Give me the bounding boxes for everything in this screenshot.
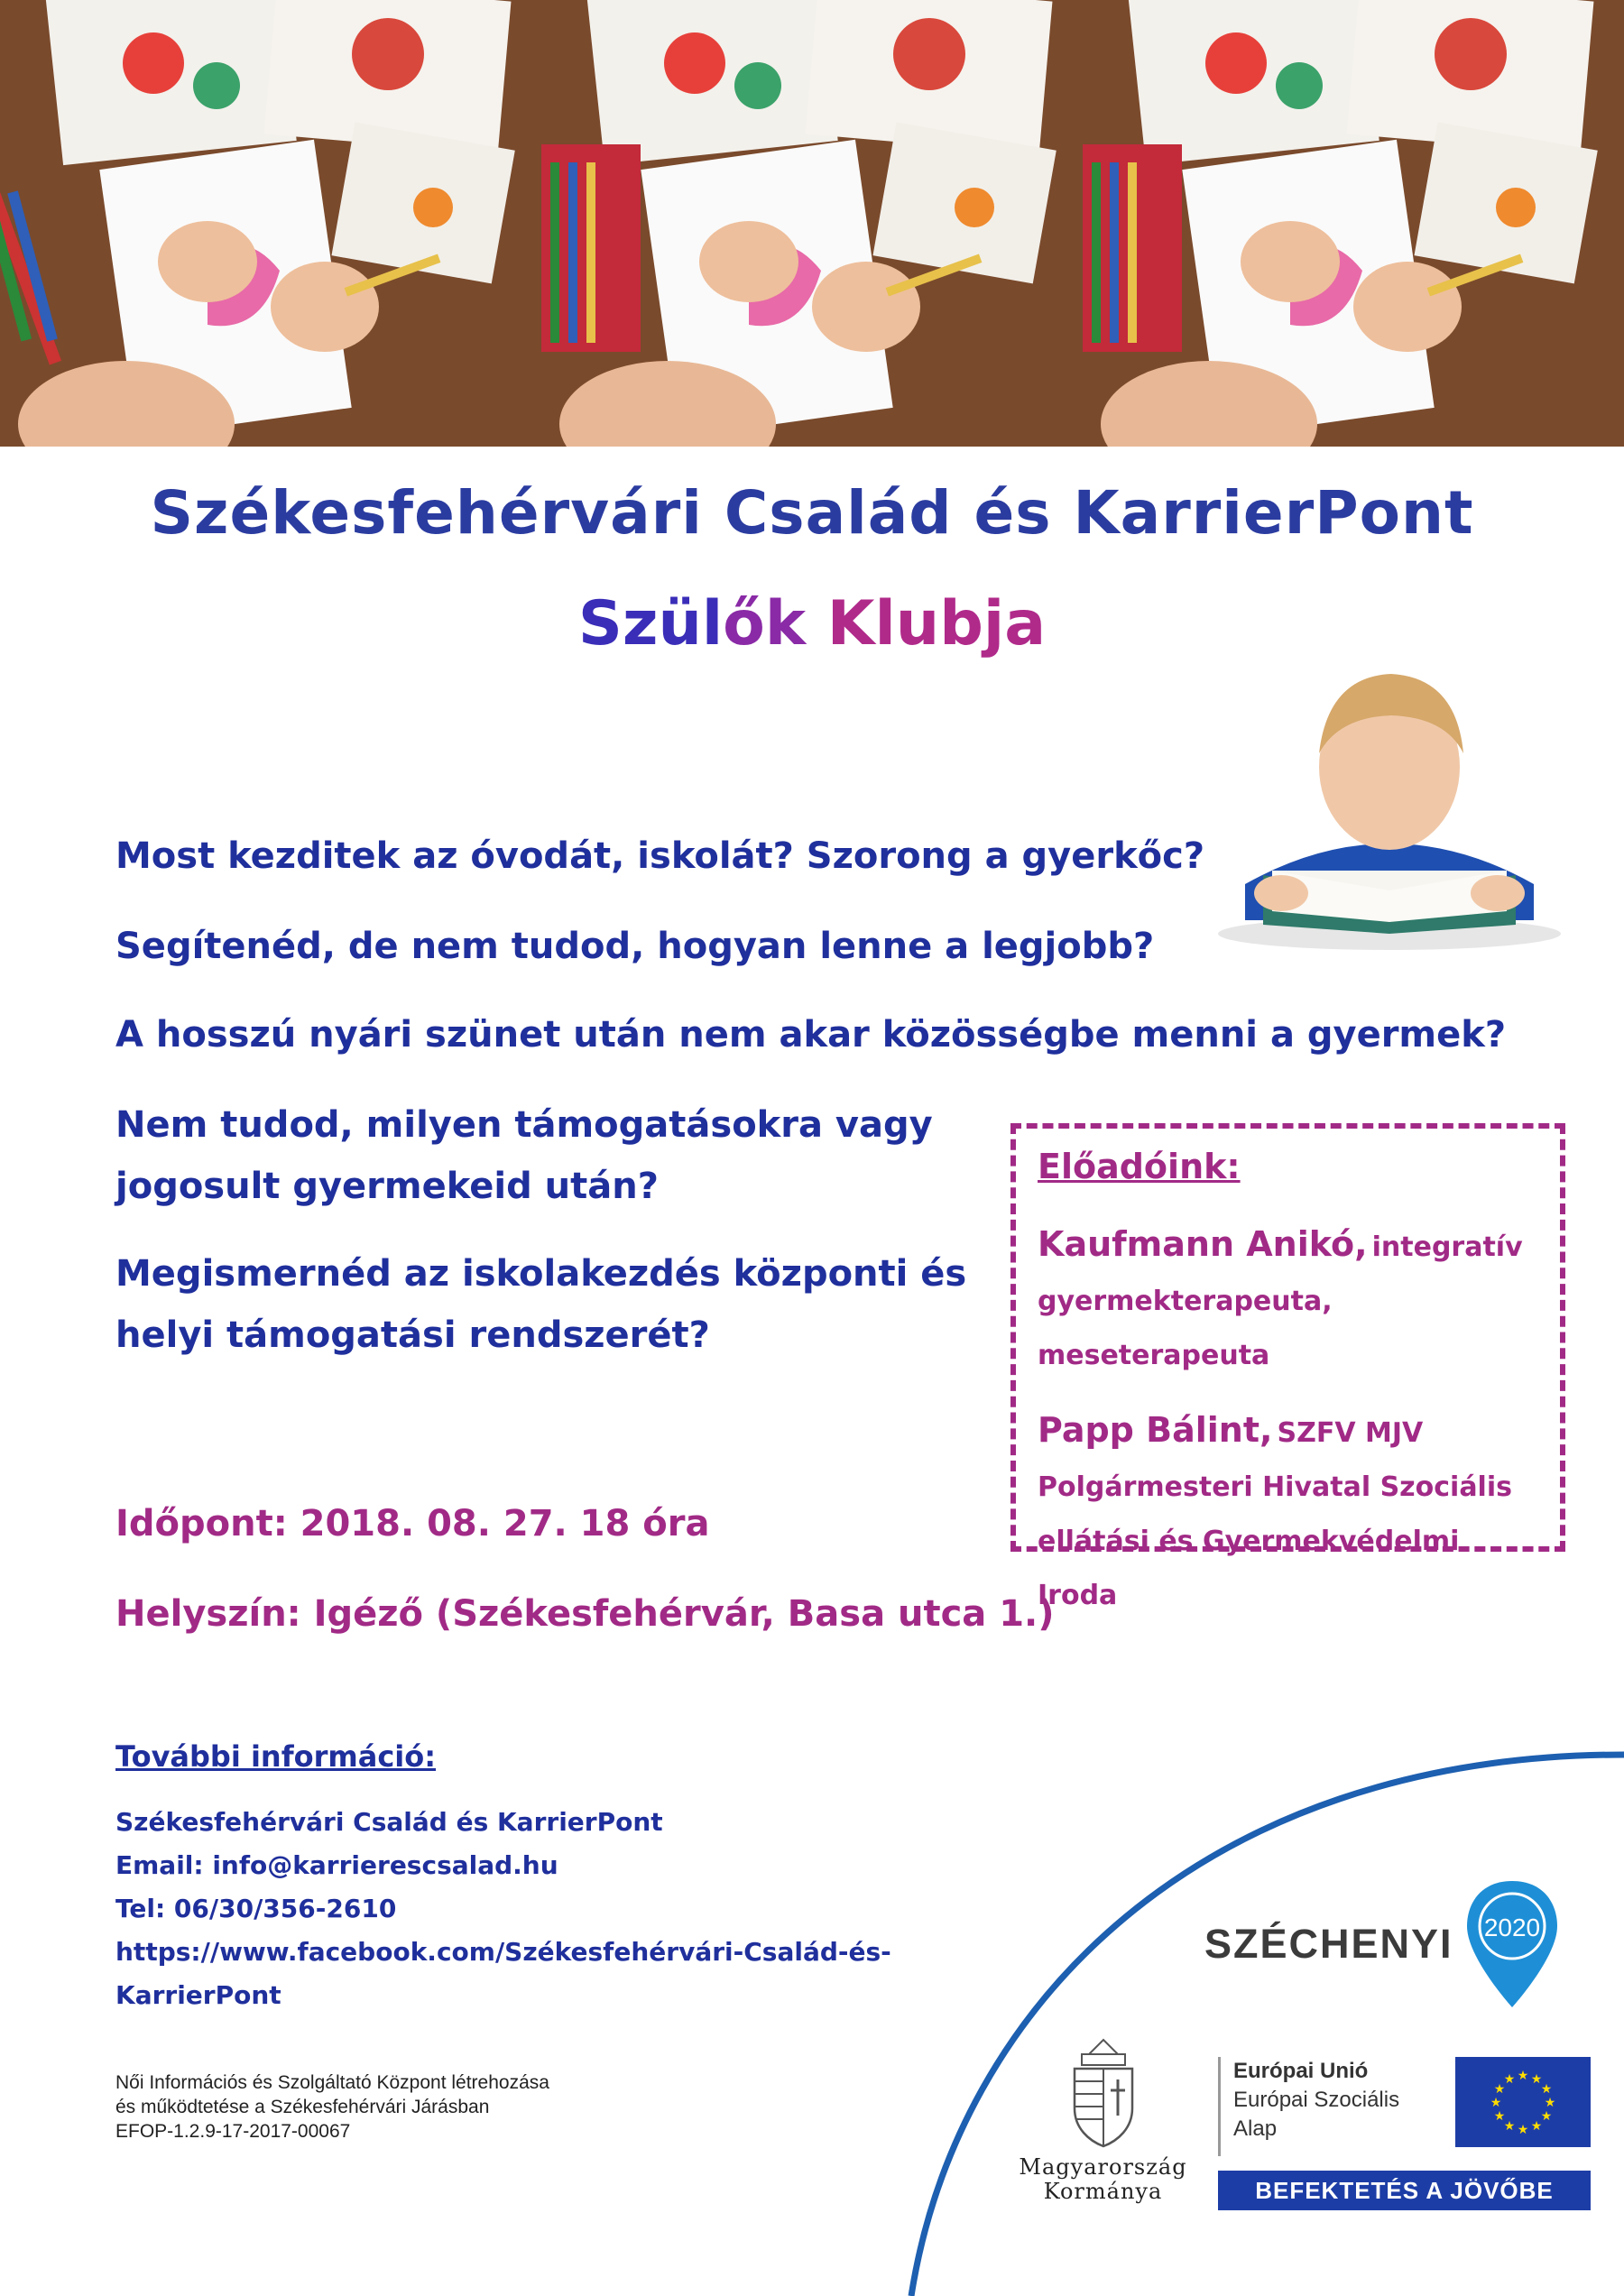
subtitle-part: Klubja xyxy=(826,588,1047,659)
svg-text:★: ★ xyxy=(1544,2096,1556,2110)
page-subtitle xyxy=(0,588,1624,659)
photo-banner xyxy=(0,0,1624,447)
location-pin-icon xyxy=(1463,1876,1562,2012)
szechenyi-text: SZÉCHENYI xyxy=(1204,1921,1453,1967)
szechenyi-year: 2020 xyxy=(1483,1913,1540,1941)
eu-line-3: Alap xyxy=(1233,2116,1278,2141)
svg-text:★: ★ xyxy=(1493,2109,1506,2124)
event-time: Időpont: 2018. 08. 27. 18 óra xyxy=(115,1503,710,1544)
question-1: Most kezditek az óvodát, iskolát? Szorong a gyerkőc? xyxy=(115,835,1205,877)
svg-text:★: ★ xyxy=(1517,2069,1529,2083)
eu-text xyxy=(1233,2057,1455,2144)
svg-text:★: ★ xyxy=(1503,2072,1516,2087)
svg-text:★: ★ xyxy=(1503,2119,1516,2134)
svg-text:★: ★ xyxy=(1490,2096,1502,2110)
fineprint-line: EFOP-1.2.9-17-2017-00067 xyxy=(115,2121,351,2142)
coloring-photo-2 xyxy=(541,0,1083,447)
page-title: Székesfehérvári Család és KarrierPont xyxy=(150,478,1474,548)
speaker-role: SZFV MJV Polgármesteri Hivatal Szociális ellátási és Gyermekvédelmi Iroda xyxy=(1038,1417,1512,1611)
contact-section xyxy=(115,1739,891,2017)
coat-of-arms-icon xyxy=(1062,2034,1145,2152)
contact-phone: Tel: 06/30/356-2610 xyxy=(115,1894,397,1923)
contact-facebook-link-cont[interactable]: KarrierPont xyxy=(115,1980,281,2010)
eu-flag-icon xyxy=(1455,2057,1591,2147)
svg-text:★: ★ xyxy=(1493,2082,1506,2097)
svg-text:★: ★ xyxy=(1540,2082,1553,2097)
eu-logo-block xyxy=(1218,2057,1591,2210)
eu-divider xyxy=(1218,2057,1221,2156)
speakers-heading: Előadóink: xyxy=(1038,1147,1241,1186)
coloring-illustration xyxy=(1083,0,1624,447)
boy-reading-image xyxy=(1209,668,1570,956)
project-fineprint xyxy=(115,2070,549,2144)
subtitle-part: Szül xyxy=(577,588,724,659)
eu-line-2: Európai Szociális xyxy=(1233,2088,1400,2112)
question-5: Megismernéd az iskolakezdés központi és helyi támogatási rendszerét? xyxy=(115,1253,967,1356)
coloring-photo-3 xyxy=(1083,0,1624,447)
svg-text:★: ★ xyxy=(1530,2072,1543,2087)
coloring-illustration xyxy=(541,0,1083,447)
government-logo xyxy=(1006,2034,1200,2204)
coloring-illustration xyxy=(0,0,541,447)
subtitle-part: ők xyxy=(723,588,827,659)
speaker-entry xyxy=(1038,1405,1538,1625)
eu-line-1: Európai Unió xyxy=(1233,2059,1369,2083)
speaker-entry xyxy=(1038,1219,1538,1385)
svg-text:★: ★ xyxy=(1517,2123,1529,2137)
svg-text:★: ★ xyxy=(1540,2109,1553,2124)
speaker-role: integratív gyermekterapeuta, meseterapeuta xyxy=(1038,1231,1523,1371)
question-4: Nem tudod, milyen támogatásokra vagy jogosult gyermekeid után? xyxy=(115,1104,933,1207)
szechenyi-2020-logo xyxy=(1204,1876,1562,2012)
contact-org: Székesfehérvári Család és KarrierPont xyxy=(115,1807,663,1837)
contact-email[interactable]: Email: info@karrierescsalad.hu xyxy=(115,1850,558,1880)
government-text-1: Magyarország xyxy=(1019,2154,1187,2180)
contact-facebook-link[interactable]: https://www.facebook.com/Székesfehérvári-Család-és- xyxy=(115,1937,891,1967)
svg-text:★: ★ xyxy=(1530,2119,1543,2134)
fineprint-line: Női Információs és Szolgáltató Központ létrehozása xyxy=(115,2072,549,2093)
question-2: Segítenéd, de nem tudod, hogyan lenne a legjobb? xyxy=(115,926,1155,967)
government-text-2: Kormánya xyxy=(1043,2179,1163,2204)
fineprint-line: és működtetése a Székesfehérvári Járásban xyxy=(115,2097,490,2117)
eu-slogan-bar: BEFEKTETÉS A JÖVŐBE xyxy=(1218,2171,1591,2210)
contact-heading: További információ: xyxy=(115,1739,437,1774)
coloring-photo-1 xyxy=(0,0,541,447)
speaker-name: Papp Bálint, xyxy=(1038,1410,1273,1450)
question-3: A hosszú nyári szünet után nem akar közösségbe menni a gyermek? xyxy=(115,1014,1507,1056)
speakers-box xyxy=(1010,1123,1565,1611)
speaker-name: Kaufmann Anikó, xyxy=(1038,1224,1368,1264)
event-place: Helyszín: Igéző (Székesfehérvár, Basa utca 1.) xyxy=(115,1593,1055,1635)
